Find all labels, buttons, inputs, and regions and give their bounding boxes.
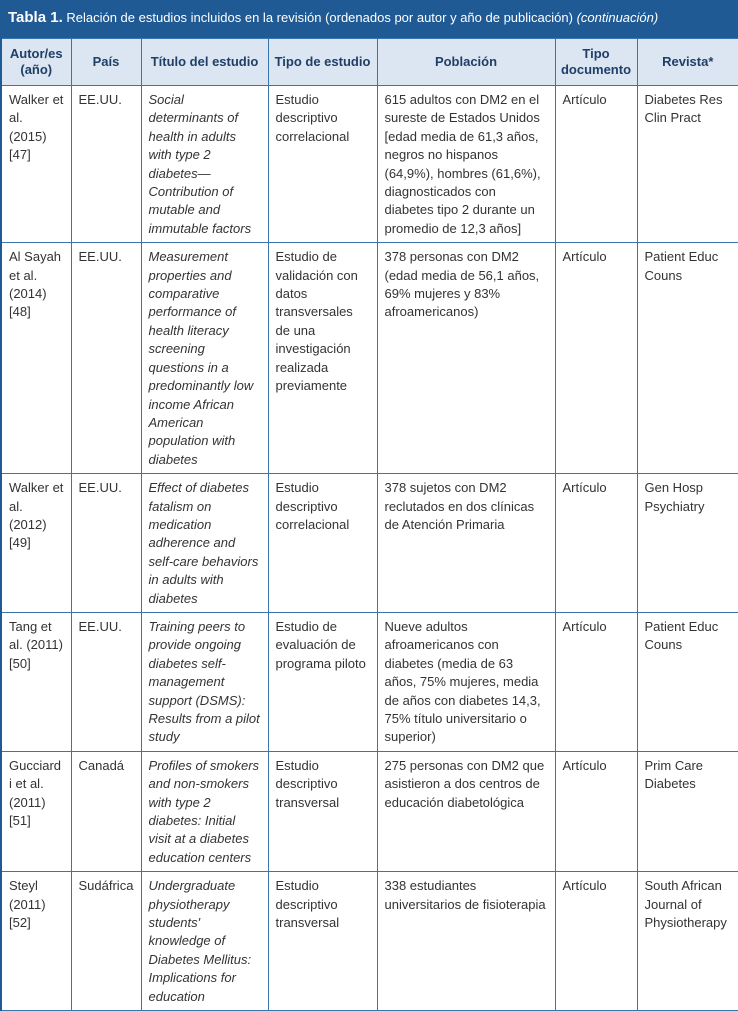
cell-titulo: Measurement properties and comparative performance of health literacy screening questions in a predominantly low income African American population with diabetes [141, 243, 268, 474]
cell-titulo: Undergraduate physiotherapy students' knowledge of Diabetes Mellitus: Implications for education [141, 872, 268, 1011]
cell-pais: Canadá [71, 751, 141, 871]
cell-autor: Tang et al. (2011) [50] [1, 612, 71, 751]
cell-pais: EE.UU. [71, 86, 141, 243]
cell-titulo: Profiles of smokers and non-smokers with type 2 diabetes: Initial visit at a diabetes education centers [141, 751, 268, 871]
cell-tipo: Estudio descriptivo correlacional [268, 474, 377, 613]
cell-poblacion: Nueve adultos afroamericanos con diabetes (media de 63 años, 75% mujeres, media de años con diabetes 14,3, 75% título universitario o superior) [377, 612, 555, 751]
cell-revista: South African Journal of Physiotherapy [637, 872, 738, 1011]
cell-autor: Gucciardi et al. (2011) [51] [1, 751, 71, 871]
cell-tipo: Estudio de evaluación de programa piloto [268, 612, 377, 751]
header-documento: Tipo documento [555, 39, 637, 86]
header-row [1, 39, 738, 86]
cell-titulo: Effect of diabetes fatalism on medication adherence and self-care behaviors in adults with diabetes [141, 474, 268, 613]
header-autor: Autor/es (año) [1, 39, 71, 86]
cell-revista: Patient Educ Couns [637, 612, 738, 751]
cell-revista: Patient Educ Couns [637, 243, 738, 474]
cell-pais: EE.UU. [71, 243, 141, 474]
studies-table [0, 38, 738, 1011]
cell-poblacion: 338 estudiantes universitarios de fisioterapia [377, 872, 555, 1011]
cell-pais: Sudáfrica [71, 872, 141, 1011]
cell-revista: Prim Care Diabetes [637, 751, 738, 871]
header-pais: País [71, 39, 141, 86]
table-caption: Relación de estudios incluidos en la revisión (ordenados por autor y año de publicación) [62, 10, 577, 25]
cell-poblacion: 615 adultos con DM2 en el sureste de Estados Unidos [edad media de 61,3 años, negros no hispanos (64,9%), hombres (61,6%), diagnosticados con diabetes tipo 2 durante un promedio de 12,3 años] [377, 86, 555, 243]
cell-titulo: Social determinants of health in adults with type 2 diabetes—Contribution of mutable and immutable factors [141, 86, 268, 243]
header-revista: Revista* [637, 39, 738, 86]
table-row [1, 243, 738, 474]
cell-autor: Walker et al. (2015) [47] [1, 86, 71, 243]
header-tipo: Tipo de estudio [268, 39, 377, 86]
cell-documento: Artículo [555, 612, 637, 751]
cell-documento: Artículo [555, 86, 637, 243]
cell-autor: Walker et al. (2012) [49] [1, 474, 71, 613]
header-titulo: Título del estudio [141, 39, 268, 86]
cell-titulo: Training peers to provide ongoing diabetes self-management support (DSMS): Results from a pilot study [141, 612, 268, 751]
cell-documento: Artículo [555, 243, 637, 474]
table-row [1, 751, 738, 871]
cell-revista: Diabetes Res Clin Pract [637, 86, 738, 243]
table-row [1, 612, 738, 751]
table-title [0, 0, 738, 38]
cell-tipo: Estudio de validación con datos transversales de una investigación realizada previamente [268, 243, 377, 474]
table-number: Tabla 1. [8, 9, 63, 26]
table-continuation: (continuación) [576, 10, 659, 25]
table-row [1, 86, 738, 243]
cell-documento: Artículo [555, 474, 637, 613]
cell-tipo: Estudio descriptivo transversal [268, 751, 377, 871]
cell-tipo: Estudio descriptivo transversal [268, 872, 377, 1011]
cell-tipo: Estudio descriptivo correlacional [268, 86, 377, 243]
header-poblacion: Población [377, 39, 555, 86]
cell-poblacion: 378 sujetos con DM2 reclutados en dos clínicas de Atención Primaria [377, 474, 555, 613]
cell-poblacion: 275 personas con DM2 que asistieron a dos centros de educación diabetológica [377, 751, 555, 871]
table-row [1, 872, 738, 1011]
cell-pais: EE.UU. [71, 474, 141, 613]
cell-documento: Artículo [555, 751, 637, 871]
cell-autor: Steyl (2011) [52] [1, 872, 71, 1011]
table-row [1, 474, 738, 613]
cell-poblacion: 378 personas con DM2 (edad media de 56,1 años, 69% mujeres y 83% afroamericanos) [377, 243, 555, 474]
cell-revista: Gen Hosp Psychiatry [637, 474, 738, 613]
cell-autor: Al Sayah et al. (2014) [48] [1, 243, 71, 474]
cell-pais: EE.UU. [71, 612, 141, 751]
cell-documento: Artículo [555, 872, 637, 1011]
